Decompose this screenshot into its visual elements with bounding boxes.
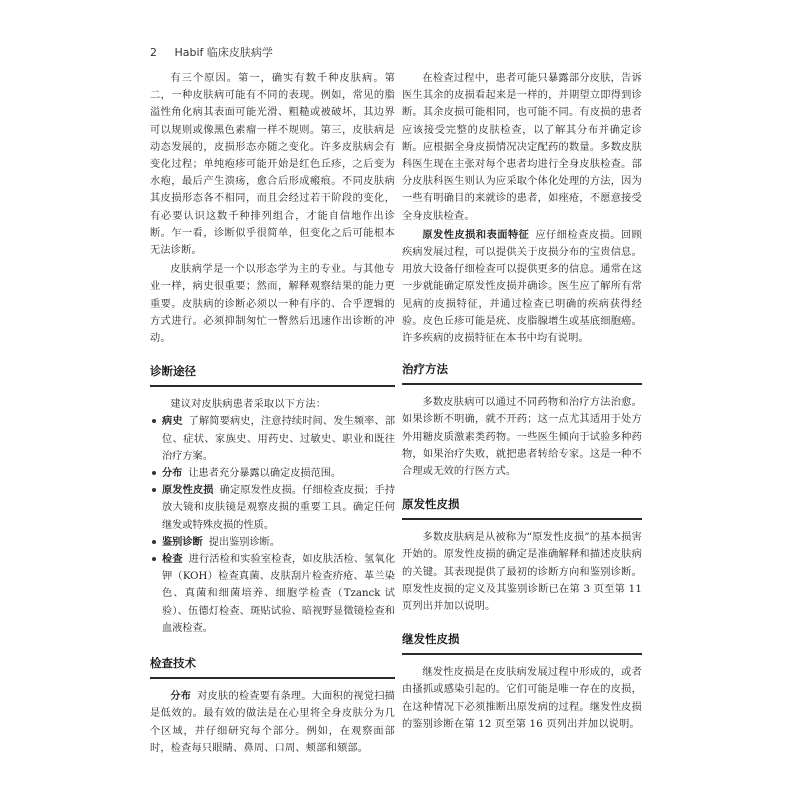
- bullet-icon: [152, 488, 156, 492]
- paragraph: 有三个原因。第一，确实有数千种皮肤病。第二，一种皮肤病可能有不同的表现。例如，常见的脂溢性角化病其表面可能光滑、粗糙或被破坏，其边界可以规则或像黑色素瘤一样不规则。第三，皮肤病是动态发展的，皮损形态亦随之变化。许多皮肤病会有变化过程；单纯疱疹可能开始是红色丘疹，之后变为水疱，最后产生溃疡，愈合后形成瘢痕。不同皮肤病其皮损形态各不相同，而且会经过若干阶段的变化，有必要认识这数千种排列组合，才能自信地作出诊断。乍一看，诊断似乎很简单，但变化之后可能根本无法诊断。: [150, 73, 395, 257]
- section-heading-primary: [402, 496, 642, 525]
- section-heading-diagnosis: [150, 363, 395, 392]
- heading-rule: [150, 677, 395, 679]
- section-heading-text: 治疗方法: [402, 362, 448, 377]
- paragraph: [402, 227, 642, 347]
- list-item: [150, 465, 395, 482]
- paragraph-term: 原发性皮损和表面特征: [422, 229, 530, 241]
- paragraph: 皮肤病学是一个以形态学为主的专业。与其他专业一样，病史很重要；然而，解释观察结果的能力更重要。皮肤病的诊断必须以一种有序的、合乎逻辑的方式进行。必须抑制匆忙一瞥然后迅速作出诊断的冲动。: [150, 264, 395, 345]
- paragraph: 多数皮肤病可以通过不同药物和治疗方法治愈。如果诊断不明确，就不开药；这一点尤其适用于处方外用糖皮质激素类药物。一些医生倾向于试验多种药物，如果治疗失败，就把患者转给专家。这是一种不合理或无效的行医方式。: [402, 397, 642, 478]
- list-term: 原发性皮损: [162, 485, 214, 497]
- section-heading-text: 继发性皮损: [402, 632, 460, 647]
- diagnosis-list: [150, 413, 395, 637]
- paragraph: 继发性皮损是在皮肤病发展过程中形成的，或者由搔抓或感染引起的。它们可能是唯一存在的皮损，在这种情况下必须推断出原发病的过程。继发性皮损的鉴别诊断在第 12 页至第 16 页列出并加以说明。: [402, 667, 642, 730]
- list-term: 分布: [162, 468, 183, 480]
- bullet-icon: [152, 540, 156, 544]
- running-header: [150, 44, 273, 60]
- list-item: [150, 534, 395, 551]
- list-term: 检查: [162, 554, 183, 566]
- list-item: [150, 482, 395, 534]
- list-item: [150, 413, 395, 465]
- bullet-icon: [152, 419, 156, 423]
- paragraph: 建议对皮肤病患者采取以下方法：: [170, 399, 327, 411]
- bullet-icon: [152, 557, 156, 561]
- section-heading-text: 原发性皮损: [402, 497, 460, 512]
- heading-rule: [402, 518, 642, 520]
- page-number: 2: [150, 46, 157, 59]
- section-heading-secondary: [402, 631, 642, 660]
- list-text: 提出鉴别诊断。: [208, 536, 281, 548]
- paragraph: 在检查过程中，患者可能只暴露部分皮肤，告诉医生其余的皮损看起来是一样的，并期望立即得到诊断。其余皮损可能相同，也可能不同。有皮损的患者应该接受完整的皮肤检查，以了解其分布并确定诊断。应根据全身皮损情况决定配药的数量。多数皮肤科医生现在主张对每个患者均进行全身皮肤检查。部分皮肤科医生则认为应采取个体化处理的方法，因为一些有明确目的来就诊的患者，如痤疮，不愿意接受全身皮肤检查。: [402, 73, 642, 222]
- list-text: 确定原发性皮损。仔细检查皮损；手持放大镜和皮肤镜是观察皮损的重要工具。确定任何继发或特殊皮损的性质。: [162, 485, 396, 531]
- section-heading-exam: [150, 655, 395, 684]
- left-column: [150, 70, 395, 757]
- paragraph-text: 对皮肤的检查要有条理。大面积的视觉扫描是低效的。最有效的做法是在心里将全身皮肤分为几个区域，并仔细研究每个部分。例如，在观察面部时，检查每只眼睛、鼻周、口周、颊部和颏部。: [150, 691, 395, 754]
- section-heading-text: 检查技术: [150, 656, 196, 671]
- list-term: 鉴别诊断: [162, 536, 203, 548]
- heading-rule: [150, 385, 395, 387]
- section-heading-text: 诊断途径: [150, 364, 196, 379]
- paragraph-term: 分布: [170, 691, 192, 703]
- bullet-icon: [152, 471, 156, 475]
- list-item: [150, 551, 395, 637]
- paragraph-text: 应仔细检查皮损。回顾疾病发展过程，可以提供关于皮损分布的宝贵信息。用放大设备仔细检查可以提供更多的信息。通常在这一步就能确定原发性皮损并确诊。医生应了解所有常见病的皮损特征，并通过检查已明确的疾病获得经验。皮色丘疹可能是疣、皮脂腺增生或基底细胞癌。许多疾病的皮损特征在本书中均有说明。: [402, 229, 643, 345]
- list-text: 让患者充分暴露以确定皮损范围。: [188, 468, 342, 480]
- heading-rule: [402, 653, 642, 655]
- right-column: [402, 70, 642, 733]
- list-text: 了解简要病史，注意持续时间、发生频率、部位、症状、家族史、用药史、过敏史、职业和既往治疗方案。: [162, 416, 396, 462]
- paragraph: [150, 688, 395, 757]
- section-heading-treatment: [402, 361, 642, 390]
- book-title: Habif 临床皮肤病学: [174, 46, 273, 59]
- list-text: 进行活检和实验室检查，如皮肤活检、氢氧化钾（KOH）检查真菌、皮肤刮片检查疥疮、革兰染色、真菌和细菌培养、细胞学检查（Tzanck 试验）、伍德灯检查、斑贴试验、暗视野显微镜检查和血液检查。: [162, 554, 396, 634]
- paragraph: 多数皮肤病是从被称为“原发性皮损”的基本损害开始的。原发性皮损的确定是准确解释和描述皮肤病的关键。其表现提供了最初的诊断方向和鉴别诊断。原发性皮损的定义及其鉴别诊断已在第 3 页至第 11 页列出并加以说明。: [402, 532, 642, 613]
- heading-rule: [402, 383, 642, 385]
- list-term: 病史: [162, 416, 183, 428]
